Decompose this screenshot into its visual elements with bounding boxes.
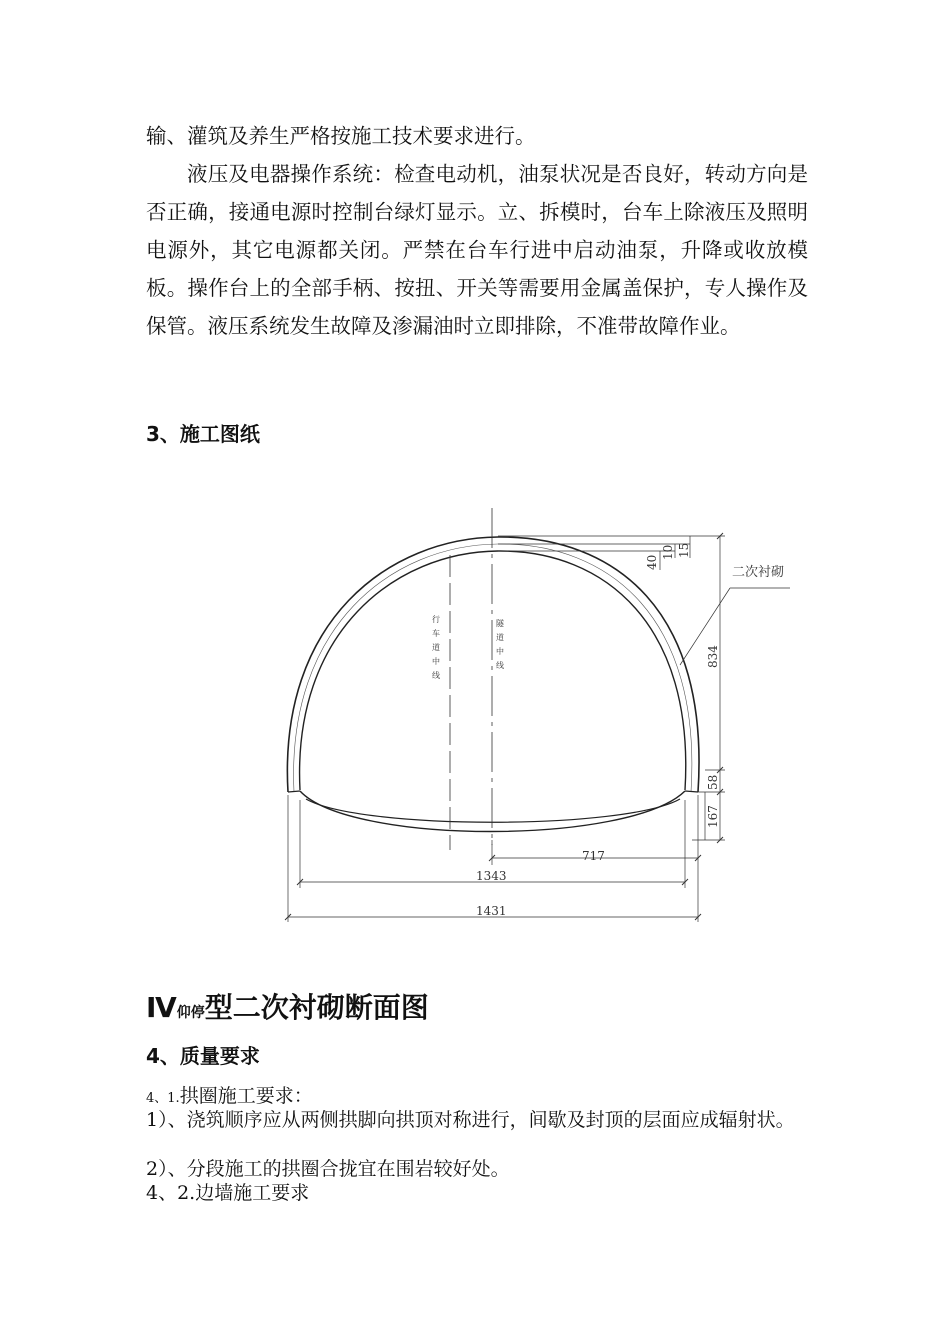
dim-167-label: 167 bbox=[706, 805, 720, 828]
lane-center-char-0: 行 bbox=[432, 615, 440, 624]
tunnel-center-char-1: 道 bbox=[496, 633, 504, 642]
inner-arch bbox=[300, 551, 686, 790]
lane-center-char-2: 道 bbox=[432, 643, 440, 652]
item-4-1-line-2: 2）、分段施工的拱圈合拢宜在围岩较好处。 bbox=[146, 1158, 510, 1180]
lane-center-char-1: 车 bbox=[432, 629, 440, 638]
lining-cross-section-drawing bbox=[270, 500, 810, 930]
section-3-heading: 3、施工图纸 bbox=[146, 422, 260, 446]
paragraph-hydraulic-system: 液压及电器操作系统：检查电动机，油泵状况是否良好，转动方向是否正确，接通电源时控制台绿灯显示。立、拆模时，台车上除液压及照明电源外，其它电源都关闭。严禁在台车行进中启动油泵，升降或收放模板。操作台上的全部手柄、按扭、开关等需要用金属盖保护，专人操作及保管。液压系统发生故障及渗漏油时立即排除，不准带故障作业。 bbox=[146, 162, 808, 338]
dim-717-label: 717 bbox=[582, 849, 605, 863]
dim-58-label: 58 bbox=[706, 774, 720, 790]
invert-outer bbox=[300, 791, 685, 832]
item-4-1-heading bbox=[146, 1085, 808, 1110]
lane-center-char-4: 线 bbox=[432, 671, 440, 680]
item-4-1-text: 拱圈施工要求： bbox=[179, 1085, 313, 1107]
paragraph-continuation: 输、灌筑及养生严格按施工技术要求进行。 bbox=[146, 124, 536, 148]
lining-label: 二次衬砌 bbox=[732, 565, 785, 580]
item-4-2-heading: 4、2.边墙施工要求 bbox=[146, 1182, 310, 1204]
dim-40-label: 40 bbox=[645, 554, 659, 570]
item-4-1-line-1: 1）、浇筑顺序应从两侧拱脚向拱顶对称进行，间歇及封顶的层面应成辐射状。 bbox=[146, 1109, 795, 1131]
tunnel-center-char-0: 隧 bbox=[496, 619, 504, 628]
caption-rest: 型二次衬砌断面图 bbox=[204, 991, 429, 1024]
tunnel-center-char-3: 线 bbox=[496, 661, 504, 670]
dim-834-label: 834 bbox=[706, 645, 720, 668]
dim-1343-label: 1343 bbox=[476, 869, 507, 883]
dim-15-label: 15 bbox=[677, 542, 691, 558]
outer-arch bbox=[287, 537, 699, 792]
dim-1431-label: 1431 bbox=[476, 904, 507, 918]
figure-caption bbox=[146, 986, 429, 1026]
caption-prefix: Ⅳ bbox=[146, 991, 177, 1024]
tunnel-center-char-2: 中 bbox=[496, 647, 504, 656]
item-4-1-number: 4、1. bbox=[146, 1091, 180, 1106]
caption-subscript: 仰停 bbox=[176, 1005, 205, 1021]
section-4-heading: 4、质量要求 bbox=[146, 1044, 260, 1068]
dim-10-label: 10 bbox=[661, 544, 675, 560]
lane-center-char-3: 中 bbox=[432, 657, 440, 666]
